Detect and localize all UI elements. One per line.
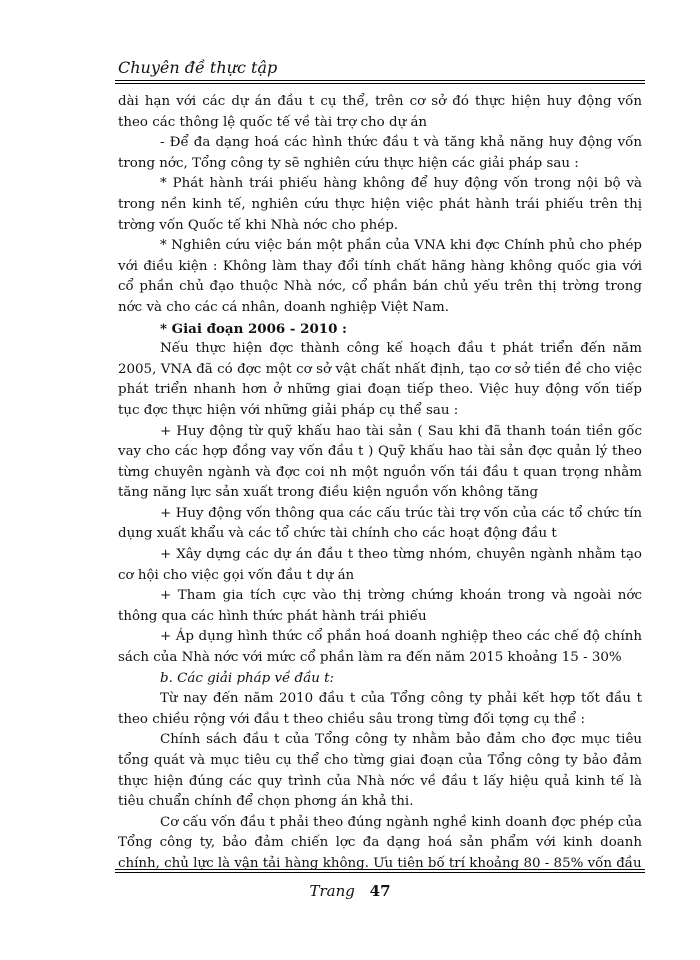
list-item-stock-market: + Tham gia tích cực vào thị trờng chứng khoán trong và ngoài nớc thông qua các hình thức phát hành trái phiếu	[118, 588, 642, 624]
page-number-line	[0, 882, 700, 900]
paragraph-plan: Nếu thực hiện đợc thành công kế hoạch đầu t phát triển đến năm 2005, VNA đã có đợc một cơ sở vật chất nhất định, tạo cơ sở tiền đề cho việc phát triển nhanh hơn ở những giai đoạn tiếp theo. Việc huy động vốn tiếp tục đợc thực hiện với những giải pháp cụ thể sau :	[118, 341, 642, 418]
page-number: 47	[369, 882, 391, 900]
list-item-depreciation: + Huy động từ quỹ khấu hao tài sản ( Sau khi đã thanh toán tiền gốc vay cho các hợp đồng vay vốn đầu t ) Quỹ khấu hao tài sản đợc quản lý theo từng chuyên ngành và đợc coi nh một nguồn vốn tái đầu t quan trọng nhằm tăng năng lực sản xuất trong điều kiện nguồn vốn không tăng	[118, 423, 642, 501]
list-item-projects: + Xây dựng các dự án đầu t theo từng nhóm, chuyên ngành nhằm tạo cơ hội cho việc gọi vốn đầu t dự án	[118, 547, 642, 583]
section-heading-2006-2010: * Giai đoạn 2006 - 2010 :	[160, 320, 348, 337]
header-rule-top	[115, 80, 645, 81]
paragraph-investment-direction: Từ nay đến năm 2010 đầu t của Tổng công ty phải kết hợp tốt đầu t theo chiều rộng với đầu t theo chiều sâu trong từng đối tợng cụ thể :	[118, 691, 642, 727]
paragraph-continuation: dài hạn với các dự án đầu t cụ thể, trên cơ sở đó thực hiện huy động vốn theo các thông lệ quốc tế về tài trợ cho dự án	[118, 94, 642, 130]
header-rule-bottom	[115, 83, 645, 84]
paragraph-diversify: - Để đa dạng hoá các hình thức đầu t và tăng khả năng huy động vốn trong nớc, Tổng công ty sẽ nghiên cứu thực hiện các giải pháp sau :	[118, 135, 642, 171]
page-label: Trang	[309, 882, 355, 900]
paragraph-bonds: * Phát hành trái phiếu hàng không để huy động vốn trong nội bộ và trong nền kinh tế, nghiên cứu thực hiện việc phát hành trái phiếu trên thị trờng vốn Quốc tế khi Nhà nớc cho phép.	[118, 176, 642, 233]
footer-rule-top	[115, 869, 645, 870]
document-body	[118, 92, 642, 875]
paragraph-sell-share: * Nghiên cứu việc bán một phần của VNA khi đợc Chính phủ cho phép với điều kiện : Không làm thay đổi tính chất hãng hàng không quốc gia với cổ phần chủ đạo thuộc Nhà nớc, cổ phần bán chủ yếu trên thị trờng trong nớc và cho các cá nhân, doanh nghiệp Việt Nam.	[118, 238, 642, 315]
paragraph-investment-policy: Chính sách đầu t của Tổng công ty nhằm bảo đảm cho đợc mục tiêu tổng quát và mục tiêu cụ thể cho từng giai đoạn của Tổng công ty bảo đảm thực hiện đúng các quy trình của Nhà nớc về đầu t lấy hiệu quả kinh tế là tiêu chuẩn chính để chọn phơng án khả thi.	[118, 732, 642, 810]
header-title: Chuyên đề thực tập	[118, 58, 278, 77]
footer-rule-bottom	[115, 872, 645, 873]
subsection-heading-investment: b. Các giải pháp về đầu t:	[160, 670, 335, 686]
paragraph-capital-structure: Cơ cấu vốn đầu t phải theo đúng ngành nghề kinh doanh đợc phép của Tổng công ty, bảo đảm chiến lợc đa dạng hoá sản phẩm với kinh doanh chính, chủ lực là vận tải hàng không. Ưu tiên bố trí khoảng 80 - 85% vốn đầu	[118, 814, 642, 871]
list-item-equitization: + Áp dụng hình thức cổ phần hoá doanh nghiệp theo các chế độ chính sách của Nhà nớc với mức cổ phần làm ra đến năm 2015 khoảng 15 - 30%	[118, 629, 642, 666]
list-item-credit: + Huy động vốn thông qua các cấu trúc tài trợ vốn của các tổ chức tín dụng xuất khẩu và các tổ chức tài chính cho các hoạt động đầu t	[118, 505, 642, 542]
